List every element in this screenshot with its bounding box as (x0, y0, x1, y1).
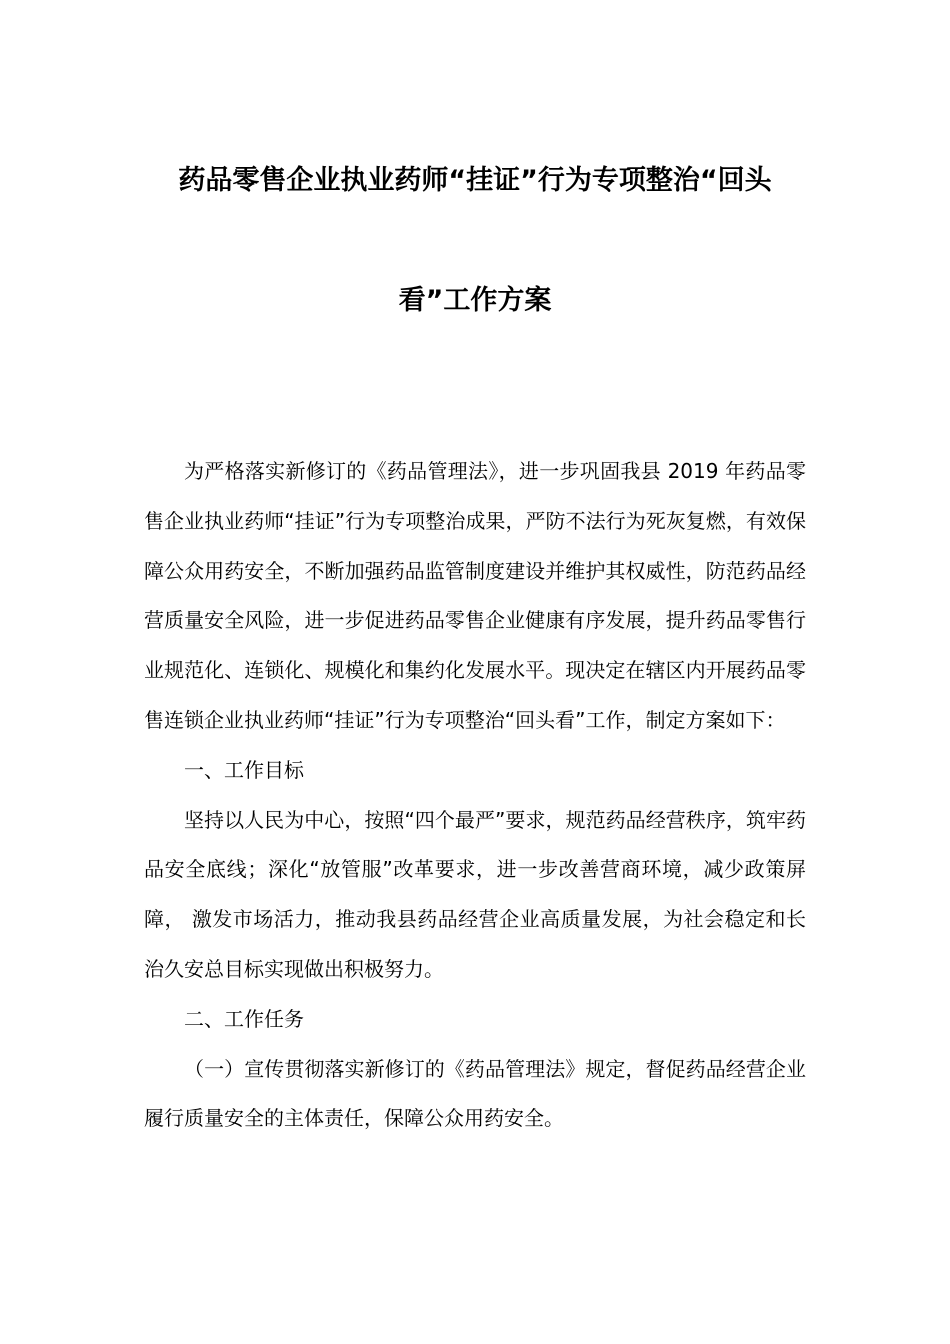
document-body (144, 447, 806, 1144)
document-title-line-2: 看”工作方案 (398, 285, 552, 316)
task-item-1: （一）宣传贯彻落实新修订的《药品管理法》规定，督促药品经营企业履行质量安全的主体责任，保障公众用药安全。 (144, 1056, 806, 1131)
section-heading-goals: 一、工作目标 (184, 757, 304, 782)
goals-paragraph: 坚持以人民为中心，按照“四个最严”要求，规范药品经营秩序，筑牢药品安全底线；深化“放管服”改革要求，进一步改善营商环境，减少政策屏障， 激发市场活力，推动我县药品经营企业高质量发展，为社会稳定和长治久安总目标实现做出积极努力。 (144, 807, 806, 981)
intro-paragraph: 为严格落实新修订的《药品管理法》，进一步巩固我县 2019 年药品零售企业执业药师“挂证”行为专项整治成果，严防不法行为死灰复燃，有效保障公众用药安全，不断加强药品监管制度建设并维护其权威性，防范药品经营质量安全风险，进一步促进药品零售企业健康有序发展，提升药品零售行业规范化、连锁化、规模化和集约化发展水平。现决定在辖区内开展药品零售连锁企业执业药师“挂证”行为专项整治“回头看”工作，制定方案如下： (144, 459, 806, 732)
document-title-line-1: 药品零售企业执业药师“挂证”行为专项整治“回头 (178, 165, 772, 196)
section-heading-tasks: 二、工作任务 (184, 1006, 304, 1031)
